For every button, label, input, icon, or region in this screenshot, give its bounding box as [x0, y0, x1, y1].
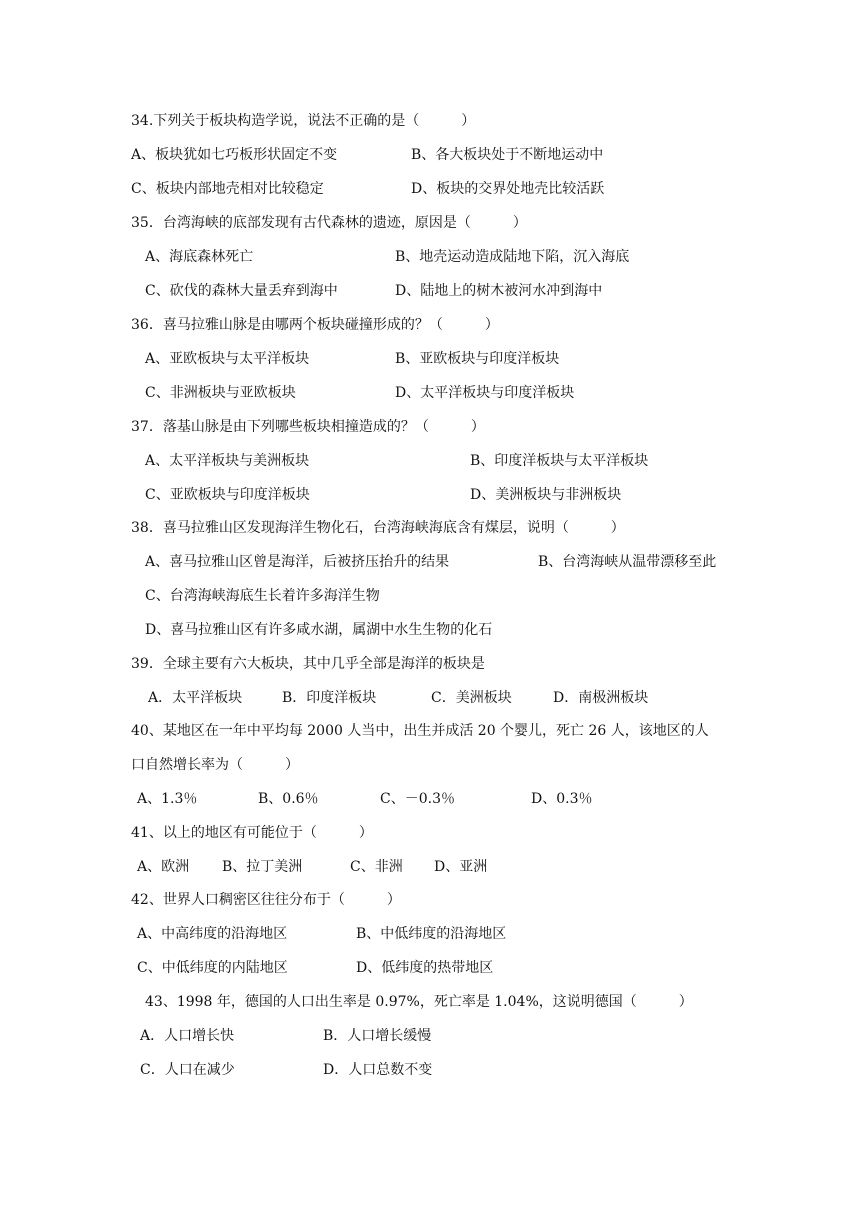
question-40-option-d: D、0.3％	[531, 791, 593, 807]
question-40-option-c: C、－0.3％	[380, 791, 455, 807]
question-43-option-a: A．人口增长快	[140, 1028, 235, 1044]
question-34-option-a: A、板块犹如七巧板形状固定不变	[131, 147, 338, 163]
question-39-option-a: A．太平洋板块	[148, 690, 243, 706]
question-37-option-c: C、亚欧板块与印度洋板块	[145, 487, 310, 503]
question-39-option-c: C．美洲板块	[431, 690, 512, 706]
question-36-option-c: C、非洲板块与亚欧板块	[145, 385, 296, 401]
question-34-option-c: C、板块内部地壳相对比较稳定	[131, 181, 324, 197]
question-35-stem: 35．台湾海峡的底部发现有古代森林的遗迹，原因是（ ）	[131, 215, 527, 231]
question-39-option-d: D．南极洲板块	[553, 690, 649, 706]
question-37-stem: 37．落基山脉是由下列哪些板块相撞造成的？（ ）	[131, 419, 485, 435]
question-42-option-b: B、中低纬度的沿海地区	[356, 926, 507, 942]
question-34-option-b: B、各大板块处于不断地运动中	[411, 147, 604, 163]
question-41-option-a: A、欧洲	[137, 859, 190, 875]
question-35-option-d: D、陆地上的树木被河水冲到海中	[395, 283, 603, 299]
question-38-option-a: A、喜马拉雅山区曾是海洋，后被挤压抬升的结果	[145, 554, 450, 570]
question-34-option-d: D、板块的交界处地壳比较活跃	[411, 181, 605, 197]
question-40-option-a: A、1.3％	[137, 791, 198, 807]
question-37-option-d: D、美洲板块与非洲板块	[470, 487, 622, 503]
question-43-option-d: D．人口总数不变	[323, 1062, 433, 1078]
question-37-option-b: B、印度洋板块与太平洋板块	[470, 453, 649, 469]
question-35-option-b: B、地壳运动造成陆地下陷，沉入海底	[395, 249, 630, 265]
question-41-option-b: B、拉丁美洲	[222, 859, 303, 875]
question-42-stem: 42、世界人口稠密区往往分布于（ ）	[131, 892, 401, 908]
question-36-option-d: D、太平洋板块与印度洋板块	[395, 385, 575, 401]
question-41-stem: 41、以上的地区有可能位于（ ）	[131, 825, 373, 841]
question-43-stem: 43、1998 年，德国的人口出生率是 0.97%，死亡率是 1.04%，这说明德国（ ）	[145, 994, 693, 1010]
question-43-option-c: C．人口在减少	[140, 1062, 235, 1078]
question-42-option-c: C、中低纬度的内陆地区	[137, 960, 288, 976]
question-35-option-c: C、砍伐的森林大量丢弃到海中	[145, 283, 338, 299]
question-41-option-c: C、非洲	[350, 859, 403, 875]
question-40-stem-line-2: 口自然增长率为（ ）	[131, 757, 299, 773]
question-38-option-d: D、喜马拉雅山区有许多咸水湖，属湖中水生生物的化石	[145, 622, 493, 638]
question-36-stem: 36．喜马拉雅山脉是由哪两个板块碰撞形成的？（ ）	[131, 317, 499, 333]
question-43-option-b: B．人口增长缓慢	[323, 1028, 432, 1044]
question-41-option-d: D、亚洲	[434, 859, 488, 875]
question-42-option-d: D、低纬度的热带地区	[356, 960, 494, 976]
question-36-option-a: A、亚欧板块与太平洋板块	[145, 351, 310, 367]
question-39-stem: 39．全球主要有六大板块，其中几乎全部是海洋的板块是	[131, 656, 485, 672]
question-39-option-b: B．印度洋板块	[282, 690, 377, 706]
question-40-option-b: B、0.6％	[258, 791, 319, 807]
question-36-option-b: B、亚欧板块与印度洋板块	[395, 351, 560, 367]
question-38-option-c: C、台湾海峡海底生长着许多海洋生物	[145, 588, 380, 604]
question-35-option-a: A、海底森林死亡	[145, 249, 254, 265]
question-38-stem: 38．喜马拉雅山区发现海洋生物化石，台湾海峡海底含有煤层，说明（ ）	[131, 520, 625, 536]
question-34-stem: 34.下列关于板块构造学说，说法不正确的是（ ）	[131, 113, 476, 129]
question-37-option-a: A、太平洋板块与美洲板块	[145, 453, 310, 469]
question-40-stem-line-1: 40、某地区在一年中平均每 2000 人当中，出生并成活 20 个婴儿，死亡 26 人，该地区的人	[131, 723, 709, 739]
question-42-option-a: A、中高纬度的沿海地区	[137, 926, 288, 942]
question-38-option-b: B、台湾海峡从温带漂移至此	[538, 554, 717, 570]
